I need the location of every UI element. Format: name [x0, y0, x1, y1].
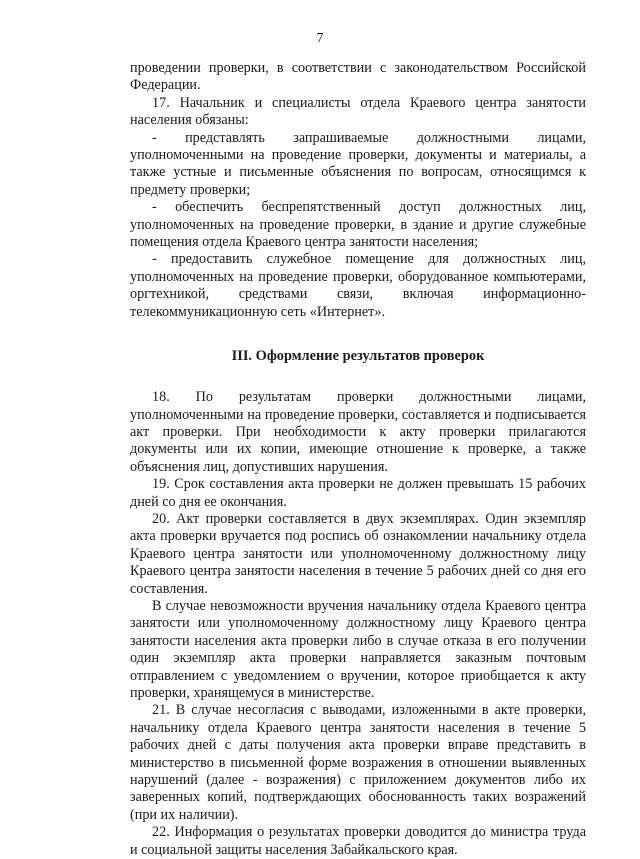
paragraph-16-continuation: проведении проверки, в соответствии с законодательством Российской Федерации.	[130, 60, 586, 94]
paragraph-17: 17. Начальник и специалисты отдела Краевого центра занятости населения обязаны:	[130, 94, 586, 129]
paragraph-21: 21. В случае несогласия с выводами, изложенными в акте проверки, начальнику отдела Краевого центра занятости населения в течение 5 рабочих дней с даты получения акта проверки вправе представить в министерство в письменной форме возражения в отношении выявленных нарушений (далее - возражения) с приложением документов либо их заверенных копий, подтверждающих обоснованность таких возражений (при их наличии).	[130, 702, 586, 823]
paragraph-20-delivery: В случае невозможности вручения начальнику отдела Краевого центра занятости или уполномоченному должностному лицу Краевого центра занятости населения акта проверки либо в случае отказа в его получении один экземпляр акта проверки направляется заказным почтовым отправлением с уведомлением о вручении, которое приобщается к акту проверки, хранящемуся в министерстве.	[130, 597, 586, 701]
paragraph-19: 19. Срок составления акта проверки не должен превышать 15 рабочих дней со дня ее окончания.	[130, 476, 586, 510]
section-heading: III. Оформление результатов проверок	[231, 348, 485, 365]
paragraph-18: 18. По результатам проверки должностными лицами, уполномоченными на проведение проверки, составляется и подписывается акт проверки. При необходимости к акту проверки прилагаются документы или их копии, имеющие отношение к проверке, а также объяснения лиц, допустивших нарушения.	[130, 389, 586, 475]
list-item-provide-documents: - представлять запрашиваемые должностными лицами, уполномоченными на проведение проверки, документы и материалы, а также устные и письменные объяснения по вопросам, относящимся к предмету проверки;	[130, 129, 586, 198]
list-item-provide-premises: - предоставить служебное помещение для должностных лиц, уполномоченных на проведение проверки, оборудованное компьютерами, оргтехникой, средствами связи, включая информационно-телекоммуникационную сеть «Интернет».	[130, 251, 586, 320]
paragraph-22: 22. Информация о результатах проверки доводится до министра труда и социальной защиты населения Забайкальского края.	[130, 824, 586, 858]
page-number: 7	[316, 31, 324, 46]
document-body	[130, 60, 586, 859]
list-item-ensure-access: - обеспечить беспрепятственный доступ должностных лиц, уполномоченных на проведение проверки, в здание и другие служебные помещения отдела Краевого центра занятости населения;	[130, 199, 586, 251]
paragraph-20: 20. Акт проверки составляется в двух экземплярах. Один экземпляр акта проверки вручается под роспись об ознакомлении начальнику отдела Краевого центра занятости или уполномоченному должностному лицу Краевого центра занятости населения в течение 5 рабочих дней со дня его составления.	[130, 510, 586, 597]
